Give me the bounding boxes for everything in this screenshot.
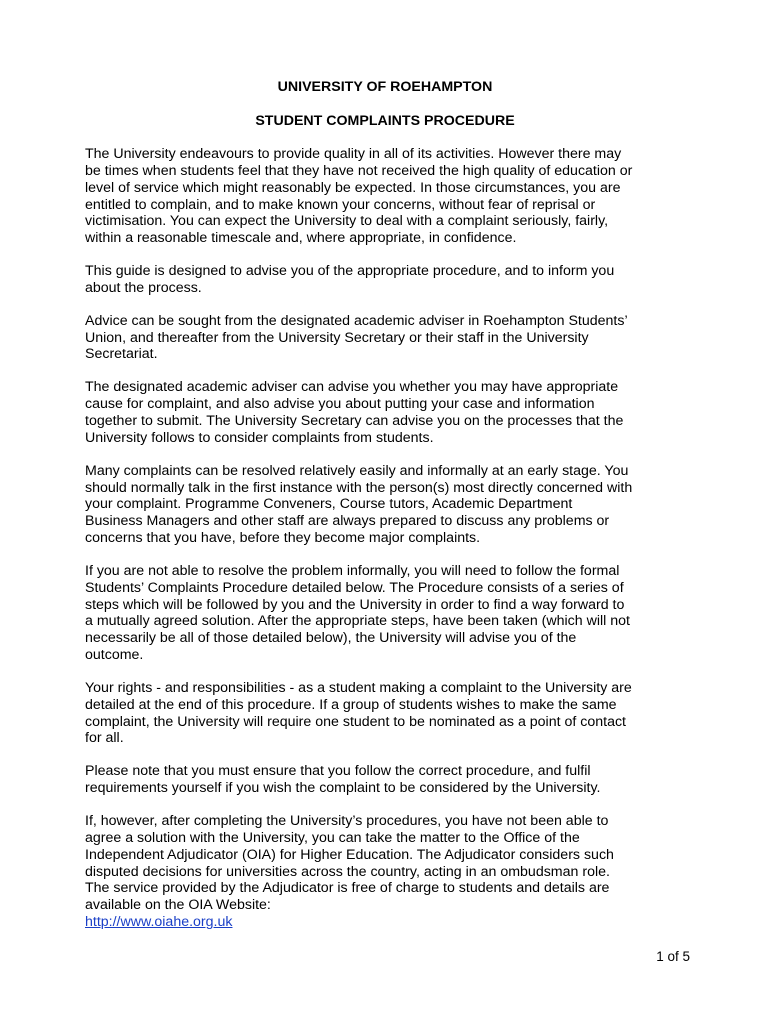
paragraph (85, 563, 690, 664)
text-line: cause for complaint, and also advise you about putting your case and information (85, 396, 595, 413)
paragraph (85, 463, 690, 547)
paragraph (85, 680, 690, 747)
text-line: If you are not able to resolve the problem informally, you will need to follow the formal (85, 562, 620, 579)
text-line: disputed decisions for universities across the country, acting in an ombudsman role. (85, 863, 610, 880)
text-line: steps which will be followed by you and the University in order to find a way forward to (85, 596, 625, 613)
document-body (85, 146, 690, 947)
page-number: 1 of 5 (656, 949, 690, 964)
text-line: level of service which might reasonably be expected. In those circumstances, you are (85, 179, 621, 196)
text-line: Independent Adjudicator (OIA) for Higher Education. The Adjudicator considers such (85, 846, 614, 863)
text-line: University follows to consider complaints from students. (85, 429, 434, 446)
text-line: complaint, the University will require one student to be nominated as a point of contact (85, 713, 627, 730)
text-line: concerns that you have, before they become major complaints. (85, 530, 481, 547)
text-line: within a reasonable timescale and, where appropriate, in confidence. (85, 230, 517, 247)
university-title: UNIVERSITY OF ROEHAMPTON (277, 79, 493, 95)
text-line: This guide is designed to advise you of the appropriate procedure, and to inform you (85, 263, 615, 280)
oia-website-link[interactable]: http://www.oiahe.org.uk (85, 914, 233, 931)
text-line: be times when students feel that they have not received the high quality of education or (85, 162, 633, 179)
text-line: Many complaints can be resolved relatively easily and informally at an early stage. You (85, 462, 629, 479)
text-line: outcome. (85, 647, 144, 664)
text-line: Secretariat. (85, 346, 158, 363)
text-line: victimisation. You can expect the University to deal with a complaint seriously, fairly, (85, 213, 609, 230)
text-line: If, however, after completing the University’s procedures, you have not been able to (85, 813, 609, 829)
paragraph (85, 379, 690, 446)
text-line: The service provided by the Adjudicator is free of charge to students and details are (85, 880, 610, 897)
text-line: Business Managers and other staff are always prepared to discuss any problems or (85, 513, 610, 530)
text-line: a mutually agreed solution. After the appropriate steps, have been taken (which will not (85, 613, 630, 630)
text-line: necessarily be all of those detailed below), the University will advise you of the (85, 630, 577, 647)
text-line: together to submit. The University Secretary can advise you on the processes that the (85, 412, 624, 429)
text-line: available on the OIA Website: (85, 897, 271, 914)
paragraph (85, 146, 690, 247)
paragraph (85, 763, 690, 797)
text-line: for all. (85, 730, 124, 747)
text-line: should normally talk in the first instance with the person(s) most directly concerned with (85, 479, 633, 496)
text-line: Please note that you must ensure that you follow the correct procedure, and fulfil (85, 763, 591, 780)
text-line: requirements yourself if you wish the complaint to be considered by the University. (85, 780, 601, 797)
text-line: your complaint. Programme Conveners, Course tutors, Academic Department (85, 496, 573, 513)
paragraph (85, 813, 690, 931)
text-line: Advice can be sought from the designated academic adviser in Roehampton Students’ (85, 312, 628, 329)
paragraph (85, 313, 690, 364)
text-line: Your rights - and responsibilities - as a student making a complaint to the University are (85, 679, 632, 696)
text-line: Union, and thereafter from the University Secretary or their staff in the University (85, 329, 589, 346)
text-line: The designated academic adviser can advise you whether you may have appropriate (85, 379, 619, 396)
text-line: entitled to complain, and to make known your concerns, without fear of reprisal or (85, 196, 596, 213)
paragraph (85, 263, 690, 297)
text-line: Students’ Complaints Procedure detailed below. The Procedure consists of a series of (85, 579, 624, 596)
text-line: agree a solution with the University, you can take the matter to the Office of the (85, 829, 580, 846)
text-line: The University endeavours to provide quality in all of its activities. However there may (85, 146, 622, 162)
text-line: about the process. (85, 279, 202, 296)
text-line: detailed at the end of this procedure. If a group of students wishes to make the same (85, 696, 617, 713)
procedure-title: STUDENT COMPLAINTS PROCEDURE (255, 113, 515, 129)
